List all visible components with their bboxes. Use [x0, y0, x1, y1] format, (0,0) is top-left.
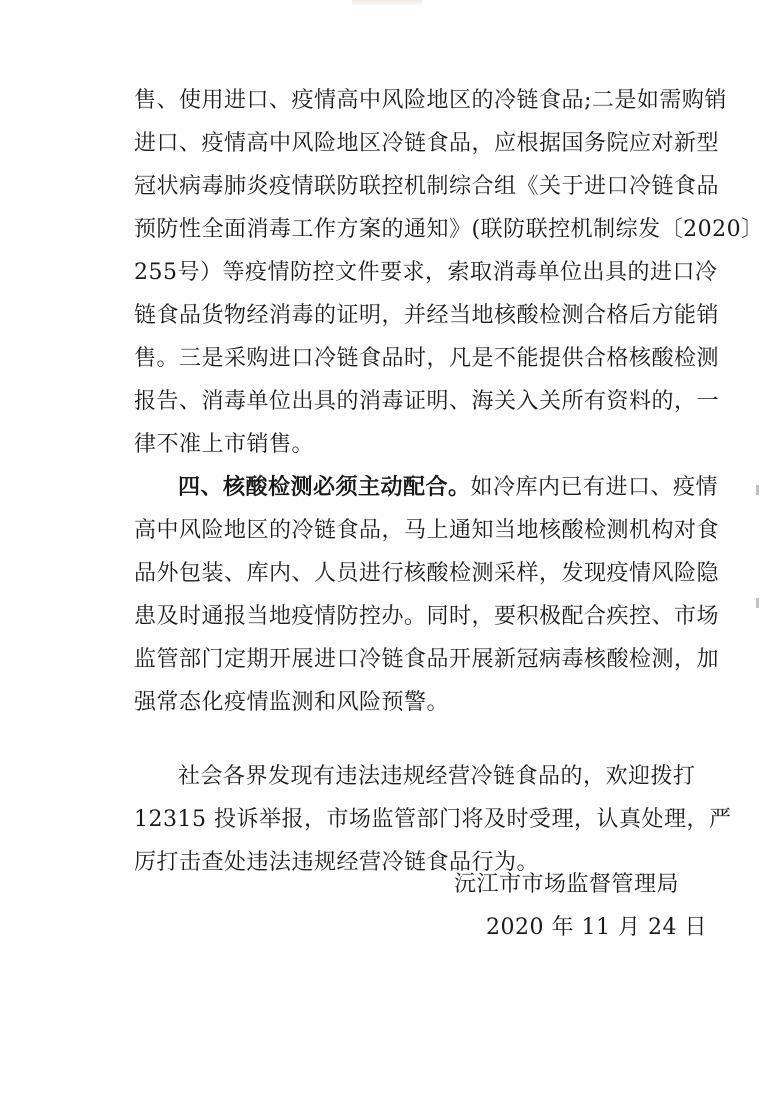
scan-edge-mark — [756, 598, 759, 608]
body-line: 预防性全面消毒工作方案的通知》(联防联控机制综发〔2020〕 — [134, 217, 764, 242]
section-4-first-line — [178, 473, 718, 503]
closing-line: 12315 投诉举报，市场监管部门将及时受理，认真处理，严 — [134, 807, 732, 832]
signature-org: 沅江市市场监督管理局 — [454, 872, 680, 897]
body-line: 售、使用进口、疫情高中风险地区的冷链食品;二是如需购销 — [134, 88, 727, 113]
body-line: 售。三是采购进口冷链食品时，凡是不能提供合格核酸检测 — [134, 346, 720, 371]
section-4-heading: 四、核酸检测必须主动配合。 — [178, 475, 471, 500]
closing-line: 社会各界发现有违法违规经营冷链食品的，欢迎拨打 — [178, 764, 696, 789]
section-4-line-last: 强常态化疫情监测和风险预警。 — [134, 690, 450, 715]
seal-edge-mark — [352, 0, 422, 6]
body-line: 链食品货物经消毒的证明，并经当地核酸检测合格后方能销 — [134, 303, 720, 328]
signature-date: 2020 年 11 月 24 日 — [486, 915, 707, 940]
section-4-first-rest: 如冷库内已有进口、疫情 — [470, 475, 719, 500]
section-4-line: 监管部门定期开展进口冷链食品开展新冠病毒核酸检测，加 — [134, 647, 720, 672]
section-4-line: 品外包装、库内、人员进行核酸检测采样，发现疫情风险隐 — [134, 561, 720, 586]
section-4-line: 高中风险地区的冷链食品，马上通知当地核酸检测机构对食 — [134, 518, 720, 543]
body-line: 冠状病毒肺炎疫情联防联控机制综合组《关于进口冷链食品 — [134, 174, 720, 199]
section-4-line: 患及时通报当地疫情防控办。同时，要积极配合疾控、市场 — [134, 604, 720, 629]
body-line: 255号）等疫情防控文件要求，索取消毒单位出具的进口冷 — [134, 260, 718, 285]
closing-line-last: 厉打击查处违法违规经营冷链食品行为。 — [134, 850, 540, 875]
body-line: 进口、疫情高中风险地区冷链食品，应根据国务院应对新型 — [134, 131, 720, 156]
scan-edge-mark — [756, 485, 759, 495]
body-line: 报告、消毒单位出具的消毒证明、海关入关所有资料的，一 — [134, 389, 720, 414]
body-line-last: 律不准上市销售。 — [134, 432, 315, 457]
